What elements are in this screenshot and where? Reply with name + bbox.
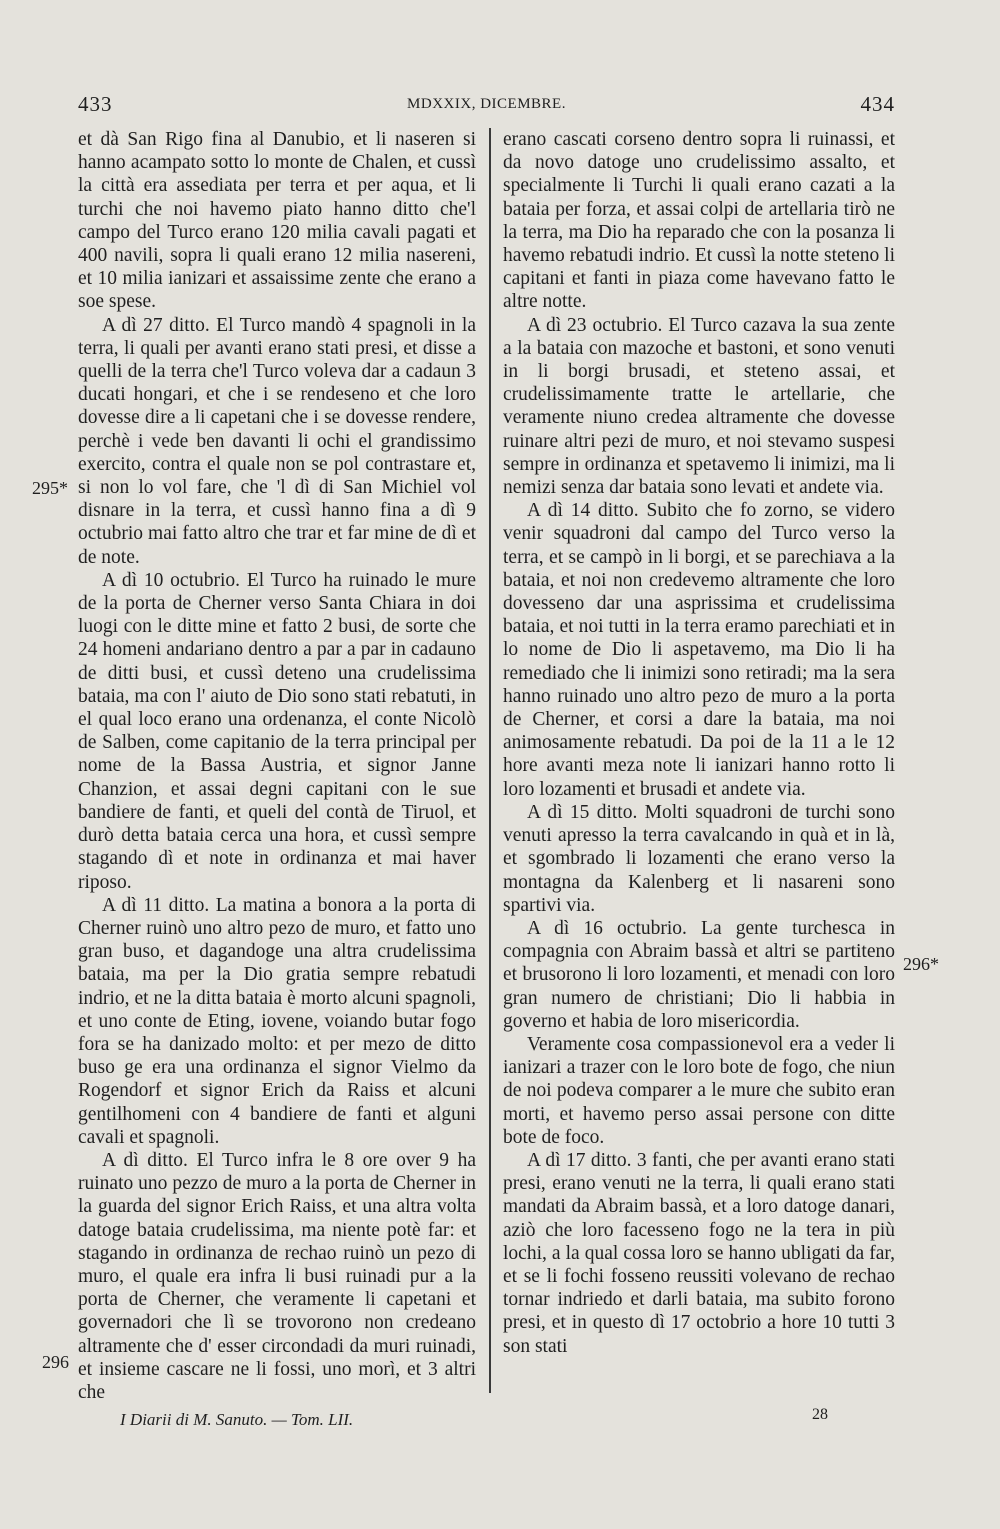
column-divider xyxy=(489,128,491,1393)
paragraph: A dì 14 ditto. Subito che fo zorno, se videro venir squadroni dal campo del Turco verso la terra, et se campò in li borgi, et se parechiava a la bataia, et noi non credevemo altramente che loro dovesseno dar una asprissima et crudelissima bataia, et noi tutti in la terra eramo parechiati et in lo nome de Dio li aspetavemo, ma Dio li ha remediado che li inimizi sono retiradi; ma la sera hanno ruinado uno altro pezo de muro a la porta de Cherner, et corsi a dare la bataia, ma noi animosamente rebatudi. Da poi de la 11 a le 12 hore avanti meza note li ianizari hanno rotto li loro lozamenti et brusadi et andete via. xyxy=(503,500,895,800)
paragraph: Veramente cosa compassionevol era a veder li ianizari a trazer con le loro bote de fogo, che niun de noi podeva comparer a le mure che subito eran morti, et havemo perso assai persone con ditte bote de foco. xyxy=(503,1033,895,1148)
page-number-right: 434 xyxy=(860,92,895,116)
margin-note: 296 xyxy=(42,1352,69,1372)
paragraph: erano cascati corseno dentro sopra li ruinassi, et da novo datoge uno crudelissimo assalto, et specialmente li Turchi li quali erano cazati a la bataia per forza, et assai colpi de artellaria tirò ne la terra, ma Dio ha reparado che con la posanza li havemo rebatudi indrio. Et cussì la notte steteno li capitani et fanti in piaza come havevano fatto le altre notte. xyxy=(503,129,895,313)
paragraph: A dì 11 ditto. La matina a bonora a la porta di Cherner ruinò uno altro pezo de muro, et fatto uno gran buso, et dagandoge una altra crudelissima bataia, ma per la Dio gratia sempre rebatudi indrio, et ne la ditta bataia è morto alcuni spagnoli, et uno conte de Eting, iovene, voiando butar fogo fora se ha danizado molto: et per mezo de ditto buso ge era una ordinanza el signor Vielmo da Rogendorf et signor Erich da Raiss et alcuni gentilhomeni con 4 bandiere de fanti et alguni cavali et spagnoli. xyxy=(78,894,476,1148)
paragraph: A dì 27 ditto. El Turco mandò 4 spagnoli in la terra, li quali per avanti erano stati presi, et disse a quelli de la terra che'l Turco voleva dar a cadaun 3 ducati hongari, et che i se rendeseno et che loro dovesse dire a li capetani che i se dovesse rendere, perchè i vede ben davanti li ochi el grandissimo exercito, contra el quale non se pol contrastare et, si non lo vol fare, che 'l dì di San Michiel vol disnare in la terra, et cussì hanno fina a dì 9 octubrio mai fatto altro che trar et far mine de dì et de note. xyxy=(78,314,476,568)
paragraph: A dì 16 octubrio. La gente turchesca in compagnia con Abraim bassà et altri se partiteno et brusorono li loro lozamenti, et menadi con loro gran numero de christiani; Dio li habbia in governo et habia de loro misericordia. xyxy=(503,917,895,1032)
footer-title: I Diarii di M. Sanuto. — Tom. LII. xyxy=(120,1410,354,1429)
running-title: MDXXIX, DICEMBRE. xyxy=(407,96,566,112)
paragraph: et dà San Rigo fina al Danubio, et li naseren si hanno acampato sotto lo monte de Chalen, et cussì la città era assediata per terra et per aqua, et li turchi che noi havemo piato hanno ditto che'l campo del Turco erano 120 milia cavali pagati et 400 navili, sopra li quali erano 12 milia nasereni, et 10 milia ianizari et assaissime zente che erano a soe spese. xyxy=(78,129,476,313)
margin-note: 295* xyxy=(32,478,68,498)
signature-mark: 28 xyxy=(812,1406,828,1423)
paragraph: A dì 23 octubrio. El Turco cazava la sua zente a la bataia con mazoche et bastoni, et sono venuti in li borgi brusadi, et steteno assai, et crudelissimamente tratte le artellarie, che veramente niuno credea altramente che dovesse ruinare altri pezi de muro, et noi stevamo suspesi sempre in ordinanza et spetavemo li inimizi, ma li nemizi senza dar bataia sono levati et andete via. xyxy=(503,314,895,499)
paragraph: A dì 10 octubrio. El Turco ha ruinado le mure de la porta de Cherner verso Santa Chiara in doi luogi con le ditte mine et fatto 2 busi, de sorte che 24 homeni andariano dentro a par a par in cadauno de ditti busi, et cussì deteno una crudelissima bataia, ma con l' aiuto de Dio sono stati rebatuti, in el qual loco erano una ordenanza, el conte Nicolò de Salben, come capitanio de la terra principal per nome de la Bassa Austria, et signor Janne Chanzion, et assai degni capitani con le sue bandiere de fanti, et queli del contà de Tiruol, et durò detta bataia cerca una hora, et cussì sempre stagando dì et note in ordinanza et mai haver riposo. xyxy=(78,569,476,893)
paragraph: A dì 17 ditto. 3 fanti, che per avanti erano stati presi, erano venuti ne la terra, li quali erano stati mandati da Abraim bassà, et a loro datoge danari, aziò che loro facesseno fogo ne la tera in più lochi, a la qual cossa loro se hanno ubligati da far, et se li fochi fosseno reussiti volevano de rechao tornar indriedo et darli bataia, ma subito forono presi, et in questo dì 17 octobrio a hore 10 tutti 3 son stati xyxy=(503,1149,895,1357)
page-number-left: 433 xyxy=(78,92,113,116)
paragraph: A dì 15 ditto. Molti squadroni de turchi sono venuti apresso la terra cavalcando in quà et in là, et sgombrado li lozamenti che erano verso la montagna da Kalenberg et li nasareni sono spartivi via. xyxy=(503,801,895,916)
margin-note: 296* xyxy=(903,954,939,974)
right-column xyxy=(503,128,895,1358)
left-column xyxy=(78,128,476,1404)
page-header xyxy=(78,92,895,118)
paragraph: A dì ditto. El Turco infra le 8 ore over 9 ha ruinato uno pezzo de muro a la porta de Cherner in la guarda del signor Erich Raiss, et una altra volta datoge bataia crudelissima, ma niente potè far: et stagando in ordinanza de rechao ruinò un pezo di muro, el quale era infra li busi ruinadi pur a la porta de Cherner, che veramente li capetani et governadori che lì se trovorono non credeano altramente che d' esser circondadi da muri ruinadi, et insieme cascare ne li fossi, uno morì, et 3 altri che xyxy=(78,1149,476,1403)
